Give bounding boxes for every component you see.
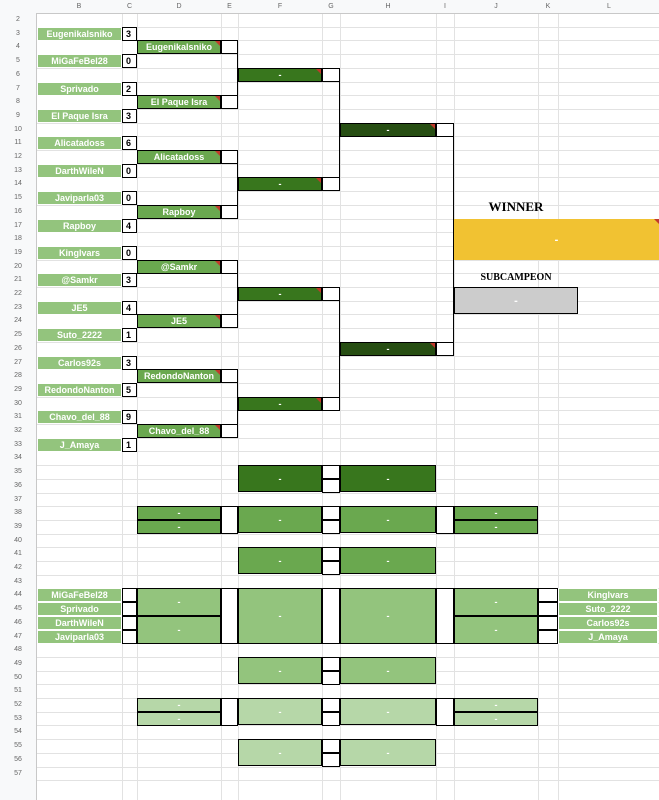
row-header-32[interactable]: 32 (0, 424, 36, 438)
group-left-score[interactable] (122, 630, 137, 644)
row-header-29[interactable]: 29 (0, 383, 36, 397)
group-mid-score[interactable] (221, 588, 238, 644)
match-side-left[interactable]: - (137, 698, 221, 712)
round1-player-name[interactable]: Chavo_del_88 (37, 410, 122, 424)
match-score-top[interactable] (322, 506, 340, 520)
row-header-34[interactable]: 34 (0, 451, 36, 465)
match-away[interactable]: - (340, 739, 436, 766)
match-away[interactable]: - (340, 506, 436, 533)
round1-player-score[interactable]: 5 (122, 383, 137, 397)
match-score-bottom[interactable] (322, 479, 340, 493)
round3-score-cell[interactable] (322, 397, 340, 411)
group-mid-right[interactable]: - (454, 588, 538, 616)
match-home[interactable]: - (238, 506, 322, 533)
round1-player-name[interactable]: Rapboy (37, 219, 122, 233)
group-center-score[interactable] (322, 588, 340, 644)
row-header-9[interactable]: 9 (0, 109, 36, 123)
round3-score-cell[interactable] (322, 287, 340, 301)
round1-player-score[interactable]: 0 (122, 191, 137, 205)
row-header-39[interactable]: 39 (0, 520, 36, 534)
round1-player-score[interactable]: 3 (122, 27, 137, 41)
row-header-57[interactable]: 57 (0, 767, 36, 781)
group-center-left[interactable]: - (238, 588, 322, 644)
round1-player-score[interactable]: 4 (122, 219, 137, 233)
row-header-16[interactable]: 16 (0, 205, 36, 219)
match-score-top[interactable] (322, 465, 340, 479)
row-header-19[interactable]: 19 (0, 246, 36, 260)
round3-slot[interactable]: - (238, 68, 322, 82)
match-score-top[interactable] (322, 657, 340, 671)
round2-player-name[interactable]: @Samkr (137, 260, 221, 274)
gridline (0, 493, 659, 494)
round1-player-name[interactable]: RedondoNanton (37, 383, 122, 397)
round1-player-name[interactable]: Javiparla03 (37, 191, 122, 205)
row-header-42[interactable]: 42 (0, 561, 36, 575)
semifinal-slot[interactable]: - (340, 342, 436, 356)
row-header-28[interactable]: 28 (0, 369, 36, 383)
group-left-score[interactable] (122, 588, 137, 602)
column-header-l[interactable]: L (558, 0, 659, 14)
match-score-bottom[interactable] (322, 561, 340, 575)
row-header-35[interactable]: 35 (0, 465, 36, 479)
column-header-b[interactable]: B (36, 0, 122, 14)
group-left-score[interactable] (122, 616, 137, 630)
row-header-5[interactable]: 5 (0, 54, 36, 68)
match-score-top[interactable] (322, 739, 340, 753)
row-header-48[interactable]: 48 (0, 643, 36, 657)
round1-player-name[interactable]: Eugenikalsniko (37, 27, 122, 41)
round1-player-score[interactable]: 0 (122, 164, 137, 178)
group-mid-right[interactable]: - (454, 616, 538, 644)
match-away[interactable]: - (340, 547, 436, 574)
match-away[interactable]: - (340, 657, 436, 684)
bracket-connector (237, 266, 238, 321)
match-side-right[interactable]: - (454, 506, 538, 520)
round1-player-score[interactable]: 4 (122, 301, 137, 315)
round2-score-cell[interactable] (221, 314, 238, 328)
round1-player-name[interactable]: Sprivado (37, 82, 122, 96)
group-mid-score[interactable] (436, 588, 454, 644)
gridline (0, 260, 659, 261)
column-header-g[interactable]: G (322, 0, 340, 14)
row-header-23[interactable]: 23 (0, 301, 36, 315)
round1-player-score[interactable]: 9 (122, 410, 137, 424)
header-corner (0, 0, 36, 14)
match-score[interactable] (221, 698, 238, 726)
match-side-right[interactable]: - (454, 520, 538, 534)
match-home[interactable]: - (238, 698, 322, 725)
row-header-55[interactable]: 55 (0, 739, 36, 753)
row-header-21[interactable]: 21 (0, 273, 36, 287)
row-header-12[interactable]: 12 (0, 150, 36, 164)
round1-player-name[interactable]: Kinglvars (37, 246, 122, 260)
match-home[interactable]: - (238, 547, 322, 574)
match-score-top[interactable] (322, 547, 340, 561)
row-header-40[interactable]: 40 (0, 534, 36, 548)
round2-score-cell[interactable] (221, 205, 238, 219)
gridline (436, 0, 437, 800)
gridline (0, 342, 659, 343)
group-mid-left[interactable]: - (137, 616, 221, 644)
match-side-left[interactable]: - (137, 520, 221, 534)
round2-score-cell[interactable] (221, 150, 238, 164)
row-header-15[interactable]: 15 (0, 191, 36, 205)
winner-value[interactable]: - (454, 219, 659, 260)
gridline (0, 150, 659, 151)
round1-player-score[interactable]: 3 (122, 273, 137, 287)
semifinal-score-cell[interactable] (436, 342, 454, 356)
round1-player-name[interactable]: El Paque Isra (37, 109, 122, 123)
winner-title: WINNER (488, 198, 544, 214)
row-header-25[interactable]: 25 (0, 328, 36, 342)
group-right-score[interactable] (538, 616, 558, 630)
gridline (0, 575, 659, 576)
match-score-top[interactable] (322, 698, 340, 712)
row-header-37[interactable]: 37 (0, 493, 36, 507)
match-away[interactable]: - (340, 465, 436, 492)
row-header-50[interactable]: 50 (0, 671, 36, 685)
group-mid-left[interactable]: - (137, 588, 221, 616)
row-header-33[interactable]: 33 (0, 438, 36, 452)
runnerup-title: SUBCAMPEON (480, 272, 552, 283)
column-header-i[interactable]: I (436, 0, 454, 14)
match-side-right[interactable]: - (454, 698, 538, 712)
row-header-41[interactable]: 41 (0, 547, 36, 561)
row-header-49[interactable]: 49 (0, 657, 36, 671)
round2-player-name[interactable]: Eugenikalsniko (137, 40, 221, 54)
round2-score-cell[interactable] (221, 95, 238, 109)
match-side-left[interactable]: - (137, 712, 221, 726)
round1-player-name[interactable]: J_Amaya (37, 438, 122, 452)
round2-player-name[interactable]: El Paque Isra (137, 95, 221, 109)
group-right-score[interactable] (538, 588, 558, 602)
gridline (538, 0, 539, 800)
round2-player-name[interactable]: Chavo_del_88 (137, 424, 221, 438)
match-home[interactable]: - (238, 465, 322, 492)
match-score[interactable] (221, 506, 238, 534)
match-score-bottom[interactable] (322, 671, 340, 685)
row-header-8[interactable]: 8 (0, 95, 36, 109)
column-header-c[interactable]: C (122, 0, 137, 14)
match-score-bottom[interactable] (322, 712, 340, 726)
round3-slot[interactable]: - (238, 177, 322, 191)
round3-score-cell[interactable] (322, 68, 340, 82)
gridline (0, 424, 659, 425)
match-home[interactable]: - (238, 739, 322, 766)
round1-player-score[interactable]: 0 (122, 54, 137, 68)
match-side-right[interactable]: - (454, 712, 538, 726)
column-header-k[interactable]: K (538, 0, 558, 14)
row-header-2[interactable]: 2 (0, 13, 36, 27)
bracket-connector (339, 75, 340, 185)
round1-player-score[interactable]: 2 (122, 82, 137, 96)
gridline (0, 767, 659, 768)
round1-player-name[interactable]: MiGaFeBel28 (37, 54, 122, 68)
row-header-36[interactable]: 36 (0, 479, 36, 493)
group-right-player[interactable]: Carlos92s (558, 616, 658, 630)
row-header-14[interactable]: 14 (0, 177, 36, 191)
round2-score-cell[interactable] (221, 260, 238, 274)
round1-player-score[interactable]: 6 (122, 136, 137, 150)
round1-player-name[interactable]: @Samkr (37, 273, 122, 287)
round2-player-name[interactable]: Alicatadoss (137, 150, 221, 164)
round1-player-score[interactable]: 1 (122, 328, 137, 342)
row-header-46[interactable]: 46 (0, 616, 36, 630)
gridline (0, 123, 659, 124)
column-header-h[interactable]: H (340, 0, 436, 14)
match-side-left[interactable]: - (137, 506, 221, 520)
row-header-31[interactable]: 31 (0, 410, 36, 424)
match-score[interactable] (436, 698, 454, 726)
gridline (137, 0, 138, 800)
row-header-7[interactable]: 7 (0, 82, 36, 96)
row-header-26[interactable]: 26 (0, 342, 36, 356)
group-left-player[interactable]: DarthWileN (37, 616, 122, 630)
column-header-d[interactable]: D (137, 0, 221, 14)
row-header-30[interactable]: 30 (0, 397, 36, 411)
column-header-f[interactable]: F (238, 0, 322, 14)
row-header-47[interactable]: 47 (0, 630, 36, 644)
round2-player-name[interactable]: JE5 (137, 314, 221, 328)
row-header-6[interactable]: 6 (0, 68, 36, 82)
group-right-score[interactable] (538, 630, 558, 644)
gridline (0, 780, 659, 781)
group-center-right[interactable]: - (340, 588, 436, 644)
row-header-18[interactable]: 18 (0, 232, 36, 246)
gridline (221, 0, 222, 800)
column-header-j[interactable]: J (454, 0, 538, 14)
round2-player-name[interactable]: RedondoNanton (137, 369, 221, 383)
group-left-score[interactable] (122, 602, 137, 616)
row-header-38[interactable]: 38 (0, 506, 36, 520)
bracket-connector (237, 376, 238, 431)
round2-score-cell[interactable] (221, 424, 238, 438)
round1-player-score[interactable]: 1 (122, 438, 137, 452)
row-header-52[interactable]: 52 (0, 698, 36, 712)
row-header-53[interactable]: 53 (0, 712, 36, 726)
row-header-10[interactable]: 10 (0, 123, 36, 137)
semifinal-score-cell[interactable] (436, 123, 454, 137)
round1-player-score[interactable]: 3 (122, 356, 137, 370)
column-header-e[interactable]: E (221, 0, 238, 14)
group-left-player[interactable]: Sprivado (37, 602, 122, 616)
round1-player-name[interactable]: Carlos92s (37, 356, 122, 370)
row-header-3[interactable]: 3 (0, 27, 36, 41)
row-header-22[interactable]: 22 (0, 287, 36, 301)
group-right-score[interactable] (538, 602, 558, 616)
round2-score-cell[interactable] (221, 369, 238, 383)
runnerup-value[interactable]: - (454, 287, 578, 314)
match-home[interactable]: - (238, 657, 322, 684)
row-header-13[interactable]: 13 (0, 164, 36, 178)
row-header-24[interactable]: 24 (0, 314, 36, 328)
round3-slot[interactable]: - (238, 287, 322, 301)
round1-player-score[interactable]: 0 (122, 246, 137, 260)
row-header-27[interactable]: 27 (0, 356, 36, 370)
group-left-player[interactable]: Javiparla03 (37, 630, 122, 644)
row-header-20[interactable]: 20 (0, 260, 36, 274)
round1-player-name[interactable]: DarthWileN (37, 164, 122, 178)
round3-score-cell[interactable] (322, 177, 340, 191)
gridline (454, 0, 455, 800)
semifinal-slot[interactable]: - (340, 123, 436, 137)
round2-score-cell[interactable] (221, 40, 238, 54)
row-header-43[interactable]: 43 (0, 575, 36, 589)
row-header-54[interactable]: 54 (0, 725, 36, 739)
match-score-bottom[interactable] (322, 753, 340, 767)
row-header-44[interactable]: 44 (0, 588, 36, 602)
round3-slot[interactable]: - (238, 397, 322, 411)
row-header-11[interactable]: 11 (0, 136, 36, 150)
match-score[interactable] (436, 506, 454, 534)
round1-player-score[interactable]: 3 (122, 109, 137, 123)
gridline (558, 0, 559, 800)
match-away[interactable]: - (340, 698, 436, 725)
group-right-player[interactable]: Kinglvars (558, 588, 658, 602)
round2-player-name[interactable]: Rapboy (137, 205, 221, 219)
row-header-45[interactable]: 45 (0, 602, 36, 616)
row-header-17[interactable]: 17 (0, 219, 36, 233)
bracket-connector (237, 157, 238, 212)
row-header-4[interactable]: 4 (0, 40, 36, 54)
match-score-bottom[interactable] (322, 520, 340, 534)
row-header-56[interactable]: 56 (0, 753, 36, 767)
gridline (0, 534, 659, 535)
group-right-player[interactable]: J_Amaya (558, 630, 658, 644)
group-right-player[interactable]: Suto_2222 (558, 602, 658, 616)
row-header-51[interactable]: 51 (0, 684, 36, 698)
round1-player-name[interactable]: Alicatadoss (37, 136, 122, 150)
bracket-connector (339, 294, 340, 404)
bracket-connector (237, 47, 238, 102)
round1-player-name[interactable]: Suto_2222 (37, 328, 122, 342)
round1-player-name[interactable]: JE5 (37, 301, 122, 315)
group-left-player[interactable]: MiGaFeBel28 (37, 588, 122, 602)
